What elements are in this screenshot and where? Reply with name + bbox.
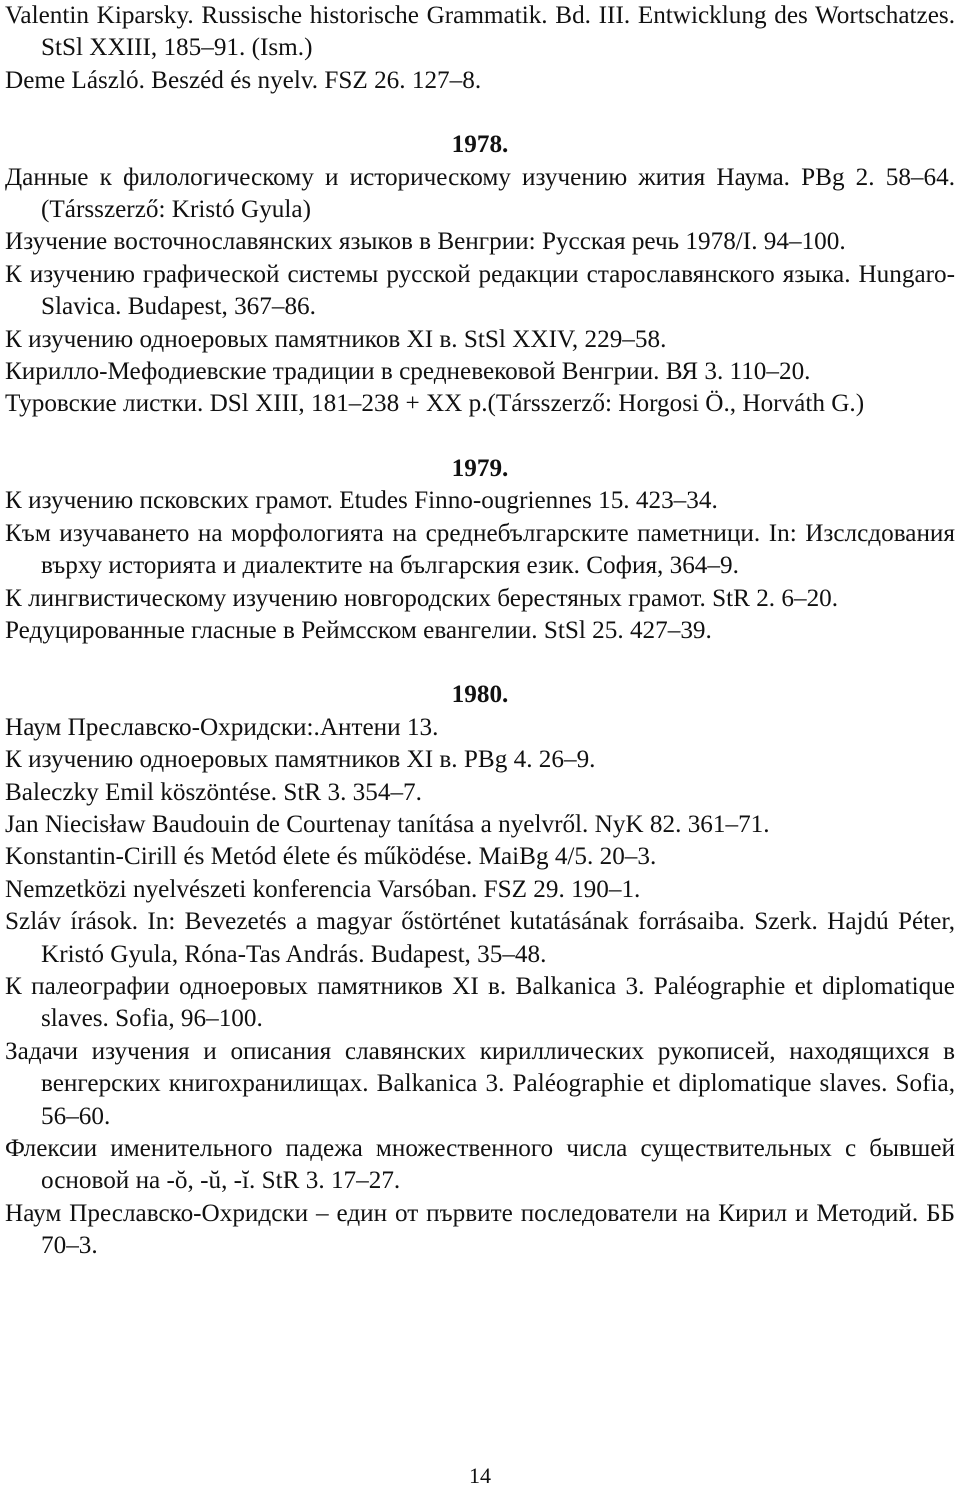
bibliography-entry: Наум Преславско-Охридски:.Антени 13. [5, 713, 439, 741]
bibliography-entry: Szláv írások. In: Bevezetés a magyar őstörténet kutatásának forrásaiba. Szerk. Hajdú Péter, Kristó Gyula, Róna-Tas András. Budapest, 35–48. [5, 908, 955, 968]
section-spacer [5, 647, 955, 679]
bibliography-entry: Konstantin-Cirill és Metód élete és működése. MaiBg 4/5. 20–3. [5, 843, 657, 871]
bibliography-entry: Изучение восточнославянских языков в Венгрии: Русская речь 1978/I. 94–100. [5, 228, 846, 256]
bibliography-entry: Deme László. Beszéd és nyelv. FSZ 26. 127–8. [5, 66, 482, 94]
bibliography-entry: Valentin Kiparsky. Russische historische Grammatik. Bd. III. Entwicklung des Wortschatzes. StSl XXIII, 185–91. (Ism.) [5, 2, 955, 62]
bibliography-entry: Задачи изучения и описания славянских кириллических рукописей, находящихся в венгерских книгохранилищах. Balkanica 3. Paléographie et diplomatique slaves. Sofia, 56–60. [5, 1037, 955, 1130]
bibliography-entry: Редуцированные гласные в Реймсском евангелии. StSl 25. 427–39. [5, 616, 712, 644]
section-spacer [5, 97, 955, 129]
page-number: 14 [469, 1463, 491, 1488]
bibliography-entry: Jan Niecisław Baudouin de Courtenay tanítása a nyelvről. NyK 82. 361–71. [5, 810, 770, 838]
bibliography-entry: Туровские листки. DSl XIII, 181–238 + XX p.(Társszerző: Horgosi Ö., Horváth G.) [5, 390, 865, 418]
bibliography-entry: К лингвистическому изучению новгородских берестяных грамот. StR 2. 6–20. [5, 584, 839, 612]
bibliography-entry: К изучению графической системы русской редакции старославянского языка. Hungaro-Slavica. Budapest, 367–86. [5, 260, 955, 321]
bibliography-entry: Към изучаването на морфологията на среднебългарските паметници. In: Изслсдования върху историята и диалектите на българския език. София, 364–9. [5, 519, 955, 580]
bibliography-entry: Флексии именительного падежа множественного числа существительных с бывшей основой на -ŏ, -ŭ, -ĭ. StR 3. 17–27. [5, 1135, 955, 1195]
document-page [5, 0, 955, 1263]
bibliography-entry: К изучению одноеровых памятников XI в. StSl XXIV, 229–58. [5, 325, 667, 353]
bibliography-entry: Baleczky Emil köszöntése. StR 3. 354–7. [5, 778, 422, 806]
bibliography-entry: К изучению псковских грамот. Etudes Finno-ougriennes 15. 423–34. [5, 487, 718, 515]
bibliography-entry: Данные к филологическому и историческому изучению жития Наума. PBg 2. 58–64. (Társszerző: Kristó Gyula) [5, 163, 955, 224]
bibliography-entry: К палеографии одноеровых памятников XI в. Balkanica 3. Paléographie et diplomatique slaves. Sofia, 96–100. [5, 972, 955, 1033]
bibliography-entry: Наум Преславско-Охридски – един от първите последователи на Кирил и Методий. ББ 70–3. [5, 1199, 955, 1260]
bibliography-entry: Кирилло-Мефодиевские традиции в средневековой Венгрии. ВЯ 3. 110–20. [5, 358, 811, 386]
bibliography-entry: Nemzetközi nyelvészeti konferencia Varsóban. FSZ 29. 190–1. [5, 875, 641, 903]
year-heading-1978: 1978. [451, 131, 509, 159]
section-spacer [5, 421, 955, 453]
bibliography-entry: К изучению одноеровых памятников XI в. PBg 4. 26–9. [5, 746, 596, 774]
year-heading-1979: 1979. [451, 454, 509, 482]
year-heading-1980: 1980. [451, 681, 509, 709]
